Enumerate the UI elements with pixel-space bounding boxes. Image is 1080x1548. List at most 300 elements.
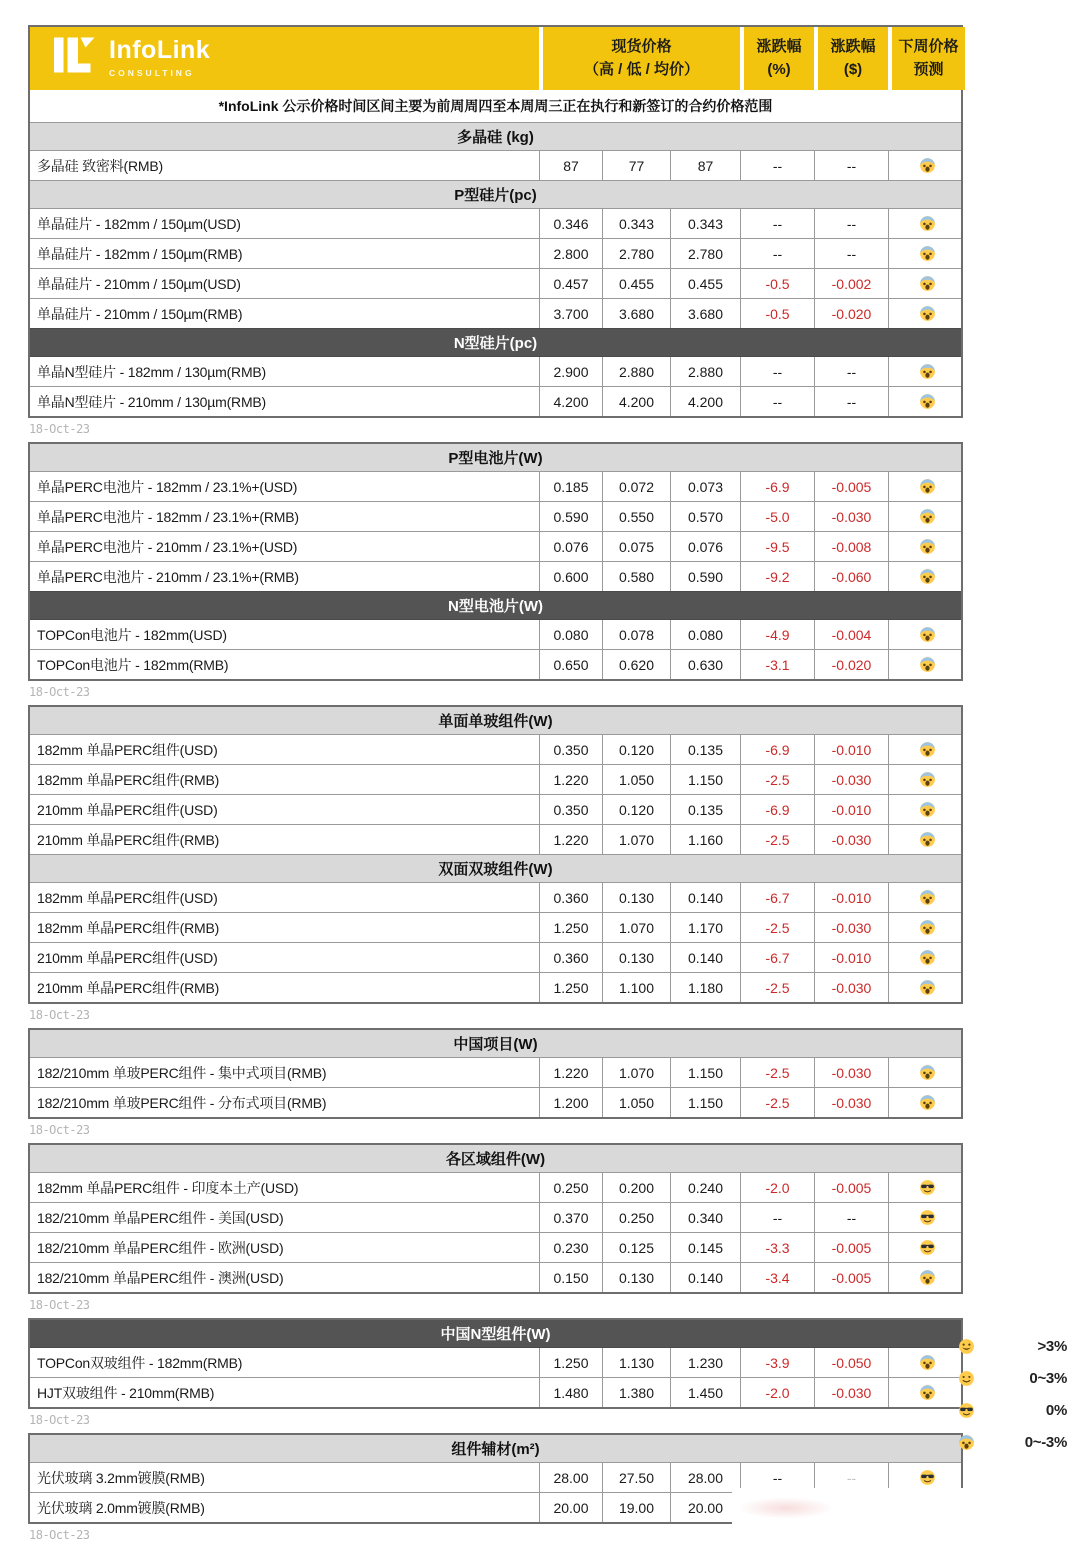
cell-avg-price: 87 bbox=[670, 151, 740, 180]
cell-avg-price: 0.076 bbox=[670, 532, 740, 561]
cell-avg-price: 0.343 bbox=[670, 209, 740, 238]
cell-high-price: 4.200 bbox=[539, 387, 602, 416]
product-name: 182/210mm 单玻PERC组件 - 分布式项目(RMB) bbox=[37, 1094, 327, 1111]
cell-change-pct: -- bbox=[740, 387, 814, 416]
column-header-line: (%) bbox=[767, 60, 791, 78]
price-row bbox=[30, 1058, 961, 1087]
forecast-emoji-scream bbox=[888, 151, 965, 180]
price-row bbox=[30, 1173, 961, 1202]
cell-high-price: 0.457 bbox=[539, 269, 602, 298]
cell-high-price: 0.080 bbox=[539, 620, 602, 649]
product-name: 182mm 单晶PERC组件(USD) bbox=[37, 741, 218, 758]
cell-low-price: 4.200 bbox=[602, 387, 670, 416]
cell-change-pct: -2.0 bbox=[740, 1378, 814, 1407]
cell-low-price: 0.125 bbox=[602, 1233, 670, 1262]
legend-label: >3% bbox=[1037, 1337, 1067, 1355]
forecast-emoji-scream bbox=[888, 765, 965, 794]
cell-change-pct: -6.9 bbox=[740, 472, 814, 501]
cell-avg-price: 1.150 bbox=[670, 1088, 740, 1117]
cell-avg-price: 0.590 bbox=[670, 562, 740, 591]
column-header-line: 涨跌幅 bbox=[756, 38, 802, 55]
cell-avg-price: 0.145 bbox=[670, 1233, 740, 1262]
product-name: 210mm 单晶PERC组件(RMB) bbox=[37, 979, 220, 996]
price-row bbox=[30, 764, 961, 794]
forecast-emoji-scream bbox=[888, 795, 965, 824]
cell-high-price: 2.800 bbox=[539, 239, 602, 268]
legend-label: 0~-3% bbox=[1024, 1433, 1067, 1451]
price-row bbox=[30, 649, 961, 679]
cell-change-pct: -0.5 bbox=[740, 269, 814, 298]
product-name: 光伏玻璃 2.0mm镀膜(RMB) bbox=[37, 1499, 205, 1516]
product-name: TOPCon双玻组件 - 182mm(RMB) bbox=[37, 1354, 243, 1371]
cell-change-pct: -- bbox=[740, 1463, 814, 1492]
product-name: 182/210mm 单晶PERC组件 - 澳洲(USD) bbox=[37, 1269, 284, 1286]
cell-high-price: 1.220 bbox=[539, 825, 602, 854]
price-period-note: *InfoLink 公示价格时间区间主要为前周周四至本周周三正在执行和新签订的合约价格范围 bbox=[218, 98, 773, 114]
forecast-emoji-scream bbox=[888, 620, 965, 649]
cell-avg-price: 1.160 bbox=[670, 825, 740, 854]
cell-change-pct: -6.9 bbox=[740, 735, 814, 764]
product-name: HJT双玻组件 - 210mm(RMB) bbox=[37, 1384, 215, 1401]
cell-low-price: 2.780 bbox=[602, 239, 670, 268]
cell-low-price: 27.50 bbox=[602, 1463, 670, 1492]
brand-name: InfoLink bbox=[109, 35, 211, 64]
price-row bbox=[30, 268, 961, 298]
price-row bbox=[30, 912, 961, 942]
date-label: 18-Oct-23 bbox=[29, 422, 90, 436]
product-name: 182mm 单晶PERC组件(USD) bbox=[37, 889, 218, 906]
forecast-emoji-scream bbox=[888, 387, 965, 416]
cell-high-price: 0.350 bbox=[539, 735, 602, 764]
cell-change-usd: -0.060 bbox=[814, 562, 888, 591]
column-header-spot-price bbox=[539, 27, 740, 90]
price-row bbox=[30, 824, 961, 854]
cell-avg-price: 2.880 bbox=[670, 357, 740, 386]
cell-change-usd: -0.030 bbox=[814, 913, 888, 942]
cell-low-price: 0.200 bbox=[602, 1173, 670, 1202]
cell-change-pct: -2.5 bbox=[740, 1088, 814, 1117]
forecast-emoji-scream bbox=[888, 735, 965, 764]
price-table-block bbox=[28, 1433, 963, 1524]
cell-change-usd: -0.030 bbox=[814, 502, 888, 531]
cell-change-pct: -2.5 bbox=[740, 1058, 814, 1087]
cell-change-usd: -- bbox=[814, 1463, 888, 1492]
cell-high-price: 20.00 bbox=[539, 1493, 602, 1522]
cell-low-price: 0.130 bbox=[602, 883, 670, 912]
cell-low-price: 0.078 bbox=[602, 620, 670, 649]
product-name: 多晶硅 致密料(RMB) bbox=[37, 157, 163, 174]
price-table-block bbox=[28, 1318, 963, 1409]
cell-high-price: 1.220 bbox=[539, 765, 602, 794]
cell-avg-price: 0.073 bbox=[670, 472, 740, 501]
cell-change-usd: -0.030 bbox=[814, 765, 888, 794]
date-label: 18-Oct-23 bbox=[29, 1413, 90, 1427]
cell-low-price: 77 bbox=[602, 151, 670, 180]
price-row bbox=[30, 561, 961, 591]
cell-low-price: 1.070 bbox=[602, 825, 670, 854]
legend-emoji-scream bbox=[957, 1433, 975, 1451]
cell-change-usd: -0.030 bbox=[814, 1088, 888, 1117]
table-header-band bbox=[30, 27, 961, 90]
forecast-emoji-scream bbox=[888, 472, 965, 501]
column-header-change-pct bbox=[740, 27, 814, 90]
cell-high-price: 0.346 bbox=[539, 209, 602, 238]
product-name: TOPCon电池片 - 182mm(USD) bbox=[37, 626, 227, 643]
product-name: 单晶硅片 - 210mm / 150µm(USD) bbox=[37, 275, 241, 292]
cell-change-usd: -0.008 bbox=[814, 532, 888, 561]
price-row bbox=[30, 531, 961, 561]
product-name: 单晶硅片 - 210mm / 150µm(RMB) bbox=[37, 305, 243, 322]
cell-change-usd: -0.005 bbox=[814, 1233, 888, 1262]
legend-emoji-grin bbox=[957, 1337, 975, 1355]
forecast-emoji-scream bbox=[888, 239, 965, 268]
forecast-emoji-scream bbox=[888, 1058, 965, 1087]
cell-avg-price: 0.080 bbox=[670, 620, 740, 649]
cell-high-price: 28.00 bbox=[539, 1463, 602, 1492]
product-name: 光伏玻璃 3.2mm镀膜(RMB) bbox=[37, 1469, 205, 1486]
product-name: 单晶硅片 - 182mm / 150µm(USD) bbox=[37, 215, 241, 232]
cell-low-price: 0.580 bbox=[602, 562, 670, 591]
legend-row bbox=[957, 1426, 1067, 1458]
date-label: 18-Oct-23 bbox=[29, 1298, 90, 1312]
section-header: 中国项目(W) bbox=[30, 1030, 961, 1058]
cell-change-usd: -- bbox=[814, 239, 888, 268]
cell-change-usd: -0.030 bbox=[814, 973, 888, 1002]
cell-change-pct: -4.9 bbox=[740, 620, 814, 649]
cell-low-price: 0.343 bbox=[602, 209, 670, 238]
cell-high-price: 87 bbox=[539, 151, 602, 180]
price-table-block bbox=[28, 25, 963, 418]
cell-avg-price: 1.150 bbox=[670, 1058, 740, 1087]
cell-low-price: 0.120 bbox=[602, 735, 670, 764]
price-table-block bbox=[28, 442, 963, 681]
cell-high-price: 0.360 bbox=[539, 883, 602, 912]
forecast-emoji-scream bbox=[888, 825, 965, 854]
cell-high-price: 0.600 bbox=[539, 562, 602, 591]
cell-high-price: 1.250 bbox=[539, 913, 602, 942]
column-header-change-usd bbox=[814, 27, 888, 90]
cell-low-price: 0.550 bbox=[602, 502, 670, 531]
forecast-emoji-cool bbox=[888, 1233, 965, 1262]
cell-change-pct: -3.3 bbox=[740, 1233, 814, 1262]
column-header-line: 现货价格 bbox=[611, 38, 672, 55]
cell-low-price: 0.120 bbox=[602, 795, 670, 824]
section-header: 组件辅材(m²) bbox=[30, 1435, 961, 1463]
cell-avg-price: 0.135 bbox=[670, 795, 740, 824]
price-bulletin bbox=[28, 25, 963, 1548]
date-label: 18-Oct-23 bbox=[29, 685, 90, 699]
whiteout-overlay bbox=[732, 1488, 964, 1526]
price-row bbox=[30, 357, 961, 386]
section-header: N型电池片(W) bbox=[30, 591, 961, 620]
cell-change-pct: -2.5 bbox=[740, 765, 814, 794]
price-row bbox=[30, 472, 961, 501]
cell-change-usd: -0.030 bbox=[814, 1058, 888, 1087]
cell-change-pct: -5.0 bbox=[740, 502, 814, 531]
cell-change-pct: -- bbox=[740, 239, 814, 268]
cell-change-pct: -- bbox=[740, 1203, 814, 1232]
section-header: 双面双玻组件(W) bbox=[30, 854, 961, 883]
cell-change-pct: -2.5 bbox=[740, 825, 814, 854]
cell-high-price: 1.250 bbox=[539, 973, 602, 1002]
column-header-line: ($) bbox=[843, 60, 863, 78]
cell-avg-price: 1.150 bbox=[670, 765, 740, 794]
cell-change-pct: -- bbox=[740, 357, 814, 386]
cell-avg-price: 0.570 bbox=[670, 502, 740, 531]
legend-emoji-smile bbox=[957, 1369, 975, 1387]
cell-low-price: 1.130 bbox=[602, 1348, 670, 1377]
cell-change-pct: -3.1 bbox=[740, 650, 814, 679]
price-table-block bbox=[28, 705, 963, 1004]
product-name: 210mm 单晶PERC组件(USD) bbox=[37, 949, 218, 966]
cell-change-usd: -0.005 bbox=[814, 1263, 888, 1292]
price-row bbox=[30, 501, 961, 531]
cell-high-price: 0.185 bbox=[539, 472, 602, 501]
cell-low-price: 0.072 bbox=[602, 472, 670, 501]
price-row bbox=[30, 386, 961, 416]
cell-high-price: 2.900 bbox=[539, 357, 602, 386]
column-header-next-week-forecast bbox=[888, 27, 965, 90]
cell-high-price: 0.350 bbox=[539, 795, 602, 824]
column-header-line: 下周价格 bbox=[898, 38, 959, 55]
forecast-emoji-scream bbox=[888, 502, 965, 531]
cell-high-price: 0.230 bbox=[539, 1233, 602, 1262]
cell-low-price: 0.130 bbox=[602, 1263, 670, 1292]
cell-change-pct: -6.9 bbox=[740, 795, 814, 824]
cell-avg-price: 20.00 bbox=[670, 1493, 740, 1522]
cell-change-usd: -- bbox=[814, 357, 888, 386]
forecast-emoji-scream bbox=[888, 562, 965, 591]
legend-emoji-cool bbox=[957, 1401, 975, 1419]
price-row bbox=[30, 735, 961, 764]
cell-avg-price: 0.340 bbox=[670, 1203, 740, 1232]
product-name: 单晶PERC电池片 - 182mm / 23.1%+(USD) bbox=[37, 478, 298, 495]
cell-change-usd: -0.005 bbox=[814, 1173, 888, 1202]
cell-low-price: 1.050 bbox=[602, 1088, 670, 1117]
section-header: 各区域组件(W) bbox=[30, 1145, 961, 1173]
forecast-emoji-scream bbox=[888, 883, 965, 912]
cell-change-usd: -0.050 bbox=[814, 1348, 888, 1377]
cell-avg-price: 28.00 bbox=[670, 1463, 740, 1492]
price-row bbox=[30, 1377, 961, 1407]
forecast-emoji-scream bbox=[888, 532, 965, 561]
cell-change-usd: -- bbox=[814, 209, 888, 238]
cell-change-pct: -- bbox=[740, 151, 814, 180]
product-name: 单晶PERC电池片 - 210mm / 23.1%+(USD) bbox=[37, 538, 298, 555]
section-header: 中国N型组件(W) bbox=[30, 1320, 961, 1348]
forecast-emoji-scream bbox=[888, 1378, 965, 1407]
cell-change-pct: -2.5 bbox=[740, 913, 814, 942]
cell-high-price: 0.360 bbox=[539, 943, 602, 972]
section-header: N型硅片(pc) bbox=[30, 328, 961, 357]
cell-change-usd: -0.030 bbox=[814, 1378, 888, 1407]
brand-subtitle: CONSULTING bbox=[109, 67, 195, 78]
column-header-line: （高 / 低 / 均价） bbox=[583, 60, 699, 78]
forecast-emoji-scream bbox=[888, 650, 965, 679]
product-name: 182/210mm 单晶PERC组件 - 美国(USD) bbox=[37, 1209, 284, 1226]
cell-change-pct: -2.5 bbox=[740, 973, 814, 1002]
cell-avg-price: 2.780 bbox=[670, 239, 740, 268]
cell-change-usd: -- bbox=[814, 151, 888, 180]
cell-change-usd: -0.030 bbox=[814, 825, 888, 854]
brand-area bbox=[30, 27, 539, 90]
forecast-emoji-cool bbox=[888, 1173, 965, 1202]
price-row bbox=[30, 620, 961, 649]
cell-avg-price: 4.200 bbox=[670, 387, 740, 416]
product-name: 182/210mm 单晶PERC组件 - 欧洲(USD) bbox=[37, 1239, 284, 1256]
cell-change-usd: -- bbox=[814, 387, 888, 416]
price-row bbox=[30, 1262, 961, 1292]
price-row bbox=[30, 209, 961, 238]
legend-row bbox=[957, 1330, 1067, 1362]
cell-high-price: 1.200 bbox=[539, 1088, 602, 1117]
cell-change-pct: -2.0 bbox=[740, 1173, 814, 1202]
cell-change-pct: -- bbox=[740, 209, 814, 238]
cell-change-usd: -0.010 bbox=[814, 735, 888, 764]
price-row bbox=[30, 238, 961, 268]
date-label: 18-Oct-23 bbox=[29, 1008, 90, 1022]
cell-low-price: 1.070 bbox=[602, 1058, 670, 1087]
cell-avg-price: 0.455 bbox=[670, 269, 740, 298]
cell-high-price: 0.150 bbox=[539, 1263, 602, 1292]
cell-change-pct: -0.5 bbox=[740, 299, 814, 328]
product-name: 210mm 单晶PERC组件(RMB) bbox=[37, 831, 220, 848]
cell-low-price: 1.070 bbox=[602, 913, 670, 942]
cell-high-price: 0.370 bbox=[539, 1203, 602, 1232]
column-header-line: 预测 bbox=[913, 60, 944, 78]
cell-avg-price: 0.630 bbox=[670, 650, 740, 679]
price-row bbox=[30, 972, 961, 1002]
cell-avg-price: 0.140 bbox=[670, 943, 740, 972]
cell-high-price: 0.250 bbox=[539, 1173, 602, 1202]
date-label: 18-Oct-23 bbox=[29, 1528, 90, 1542]
cell-change-pct: -6.7 bbox=[740, 883, 814, 912]
cell-change-usd: -0.004 bbox=[814, 620, 888, 649]
price-table-block bbox=[28, 1028, 963, 1119]
cell-avg-price: 0.140 bbox=[670, 1263, 740, 1292]
forecast-legend bbox=[957, 1330, 1067, 1458]
price-table-block bbox=[28, 1143, 963, 1294]
product-name: 210mm 单晶PERC组件(USD) bbox=[37, 801, 218, 818]
cell-change-usd: -0.020 bbox=[814, 650, 888, 679]
product-name: TOPCon电池片 - 182mm(RMB) bbox=[37, 656, 229, 673]
section-header: P型电池片(W) bbox=[30, 444, 961, 472]
forecast-emoji-scream bbox=[888, 1263, 965, 1292]
column-header-line: 涨跌幅 bbox=[830, 38, 876, 55]
legend-label: 0% bbox=[1045, 1401, 1067, 1419]
legend-row bbox=[957, 1394, 1067, 1426]
cell-high-price: 1.480 bbox=[539, 1378, 602, 1407]
price-row bbox=[30, 1348, 961, 1377]
price-row bbox=[30, 1232, 961, 1262]
forecast-emoji-scream bbox=[888, 973, 965, 1002]
legend-label: 0~3% bbox=[1029, 1369, 1067, 1387]
cell-change-usd: -0.020 bbox=[814, 299, 888, 328]
legend-row bbox=[957, 1362, 1067, 1394]
cell-change-usd: -0.005 bbox=[814, 472, 888, 501]
product-name: 单晶N型硅片 - 210mm / 130µm(RMB) bbox=[37, 393, 267, 410]
product-name: 182/210mm 单玻PERC组件 - 集中式项目(RMB) bbox=[37, 1064, 327, 1081]
product-name: 单晶PERC电池片 - 182mm / 23.1%+(RMB) bbox=[37, 508, 299, 525]
cell-change-pct: -9.2 bbox=[740, 562, 814, 591]
price-row bbox=[30, 298, 961, 328]
price-row bbox=[30, 151, 961, 180]
forecast-emoji-scream bbox=[888, 1348, 965, 1377]
product-name: 单晶N型硅片 - 182mm / 130µm(RMB) bbox=[37, 363, 267, 380]
cell-change-pct: -9.5 bbox=[740, 532, 814, 561]
cell-low-price: 3.680 bbox=[602, 299, 670, 328]
cell-change-usd: -0.002 bbox=[814, 269, 888, 298]
cell-avg-price: 0.240 bbox=[670, 1173, 740, 1202]
cell-high-price: 0.076 bbox=[539, 532, 602, 561]
price-row bbox=[30, 942, 961, 972]
forecast-emoji-scream bbox=[888, 269, 965, 298]
section-header: 多晶硅 (kg) bbox=[30, 122, 961, 151]
product-name: 单晶PERC电池片 - 210mm / 23.1%+(RMB) bbox=[37, 568, 299, 585]
brand-text bbox=[109, 35, 211, 80]
product-name: 182mm 单晶PERC组件(RMB) bbox=[37, 919, 220, 936]
cell-high-price: 0.590 bbox=[539, 502, 602, 531]
cell-avg-price: 0.140 bbox=[670, 883, 740, 912]
price-row bbox=[30, 794, 961, 824]
cell-low-price: 0.075 bbox=[602, 532, 670, 561]
cell-low-price: 0.455 bbox=[602, 269, 670, 298]
infolink-logo-icon bbox=[54, 35, 98, 83]
forecast-emoji-scream bbox=[888, 299, 965, 328]
cell-change-usd: -0.010 bbox=[814, 795, 888, 824]
price-row bbox=[30, 1202, 961, 1232]
cell-avg-price: 1.180 bbox=[670, 973, 740, 1002]
section-header: P型硅片(pc) bbox=[30, 180, 961, 209]
cell-high-price: 0.650 bbox=[539, 650, 602, 679]
cell-high-price: 1.250 bbox=[539, 1348, 602, 1377]
price-row bbox=[30, 883, 961, 912]
cell-low-price: 19.00 bbox=[602, 1493, 670, 1522]
cell-low-price: 0.250 bbox=[602, 1203, 670, 1232]
cell-high-price: 3.700 bbox=[539, 299, 602, 328]
cell-low-price: 1.380 bbox=[602, 1378, 670, 1407]
cell-low-price: 1.100 bbox=[602, 973, 670, 1002]
cell-low-price: 0.130 bbox=[602, 943, 670, 972]
date-label: 18-Oct-23 bbox=[29, 1123, 90, 1137]
forecast-emoji-scream bbox=[888, 1088, 965, 1117]
forecast-emoji-scream bbox=[888, 209, 965, 238]
cell-change-pct: -3.9 bbox=[740, 1348, 814, 1377]
cell-change-usd: -- bbox=[814, 1203, 888, 1232]
cell-change-pct: -6.7 bbox=[740, 943, 814, 972]
cell-low-price: 2.880 bbox=[602, 357, 670, 386]
cell-high-price: 1.220 bbox=[539, 1058, 602, 1087]
product-name: 182mm 单晶PERC组件 - 印度本土产(USD) bbox=[37, 1179, 299, 1196]
section-header: 单面单玻组件(W) bbox=[30, 707, 961, 735]
cell-low-price: 1.050 bbox=[602, 765, 670, 794]
cell-change-usd: -0.010 bbox=[814, 883, 888, 912]
forecast-emoji-scream bbox=[888, 913, 965, 942]
product-name: 182mm 单晶PERC组件(RMB) bbox=[37, 771, 220, 788]
cell-change-pct: -3.4 bbox=[740, 1263, 814, 1292]
cell-low-price: 0.620 bbox=[602, 650, 670, 679]
forecast-emoji-scream bbox=[888, 943, 965, 972]
cell-avg-price: 1.170 bbox=[670, 913, 740, 942]
cell-avg-price: 1.230 bbox=[670, 1348, 740, 1377]
forecast-emoji-scream bbox=[888, 357, 965, 386]
cell-change-usd: -0.010 bbox=[814, 943, 888, 972]
product-name: 单晶硅片 - 182mm / 150µm(RMB) bbox=[37, 245, 243, 262]
cell-avg-price: 1.450 bbox=[670, 1378, 740, 1407]
cell-avg-price: 0.135 bbox=[670, 735, 740, 764]
forecast-emoji-cool bbox=[888, 1203, 965, 1232]
price-row bbox=[30, 1087, 961, 1117]
